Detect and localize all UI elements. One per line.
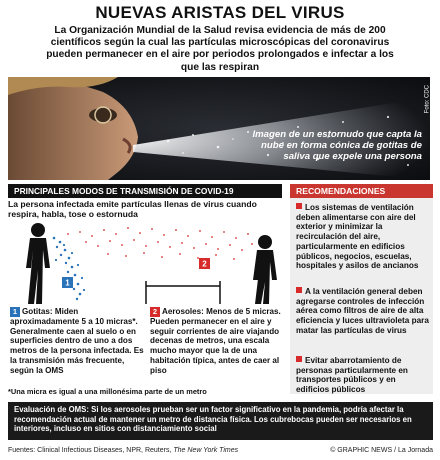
transmission-header: PRINCIPALES MODOS DE TRANSMISIÓN DE COVID-19: [8, 184, 282, 198]
distance-marker: [146, 281, 220, 304]
aerosols-cloud: [67, 227, 253, 260]
recommendations-header: RECOMENDACIONES: [290, 184, 433, 198]
mode-droplets: [10, 307, 144, 375]
aerosols-text: Menos de 5 micras. Pueden permanecer en el aire y seguir corrientes de aire viajando decenas de metros, una escala mucho mayor que la de una habitación típica, antes de caer al piso: [150, 307, 281, 375]
who-evaluation-box: Evaluación de OMS: Si los aerosoles prueban ser un factor significativo en la pandemia, podría afectar la recomendación actual de mantener un metro de distancia física. Los cubrebocas pueden ser necesarios en interiores, incluso en sitios con distanciamiento social: [8, 402, 433, 440]
droplets-title: Gotitas:: [22, 307, 53, 316]
mode-aerosols: [150, 307, 284, 375]
photo-credit: Foto: CDC: [424, 85, 430, 114]
photo-caption: Imagen de un estornudo que capta la nube en forma cónica de gotitas de saliva que expele una persona: [252, 129, 422, 162]
bullet-icon: [296, 203, 302, 209]
recommendation-item: Evitar abarrotamiento de personas particularmente en transportes públicos y en edificios públicos: [296, 356, 408, 395]
recommendation-item: Los sistemas de ventilación deben alimentarse con aire del exterior y minimizar la recirculación del aire, particularmente en edificios públicos, negocios, escuelas, hospitales y asilos de ancianos: [296, 203, 419, 271]
intro-text: La Organización Mundial de la Salud revisa evidencia de más de 200 científicos según la cual las partículas microscópicas del coronavirus pueden permanecer en el aire por periodos prolongados e infectar a los que las respiran: [46, 25, 394, 73]
transmission-diagram: [8, 220, 290, 304]
aerosols-number: 2: [150, 307, 160, 317]
aerosols-title: Aerosoles:: [162, 307, 204, 316]
graphic-credit: © GRAPHIC NEWS / La Jornada: [330, 447, 433, 454]
transmission-subtitle: La persona infectada emite partículas llenas de virus cuando respira, habla, tose o estornuda: [8, 199, 257, 219]
bullet-icon: [296, 287, 302, 293]
bullet-icon: [296, 356, 302, 362]
sneeze-photo: [8, 77, 430, 180]
sources-line: [8, 446, 433, 455]
droplets-cloud: [53, 237, 85, 301]
micron-footnote: *Una micra es igual a una millonésima parte de un metro: [8, 387, 207, 396]
sources-italic: The New York Times: [173, 447, 239, 454]
droplets-badge: 1: [65, 278, 70, 288]
page-title: NUEVAS ARISTAS DEL VIRUS: [95, 3, 345, 22]
droplets-text: Miden aproximadamente 5 a 10 micras*. Generalmente caen al suelo o en superficies dentro de uno a dos metros de la persona infectada. Es la transmisión más frecuente, según la OMS: [10, 307, 144, 375]
aerosols-badge: 2: [202, 259, 207, 269]
exposed-person-figure: [253, 235, 277, 304]
infected-person-figure: [26, 223, 50, 304]
sources-text: Fuentes: Clinical Infectious Diseases, NPR, Reuters,: [8, 447, 172, 454]
recommendation-item: A la ventilación general deben agregarse controles de infección aérea como filtros de aire de alta eficiencia y luces ultravioleta para matar las partículas de virus: [296, 287, 429, 335]
droplets-number: 1: [10, 307, 20, 317]
